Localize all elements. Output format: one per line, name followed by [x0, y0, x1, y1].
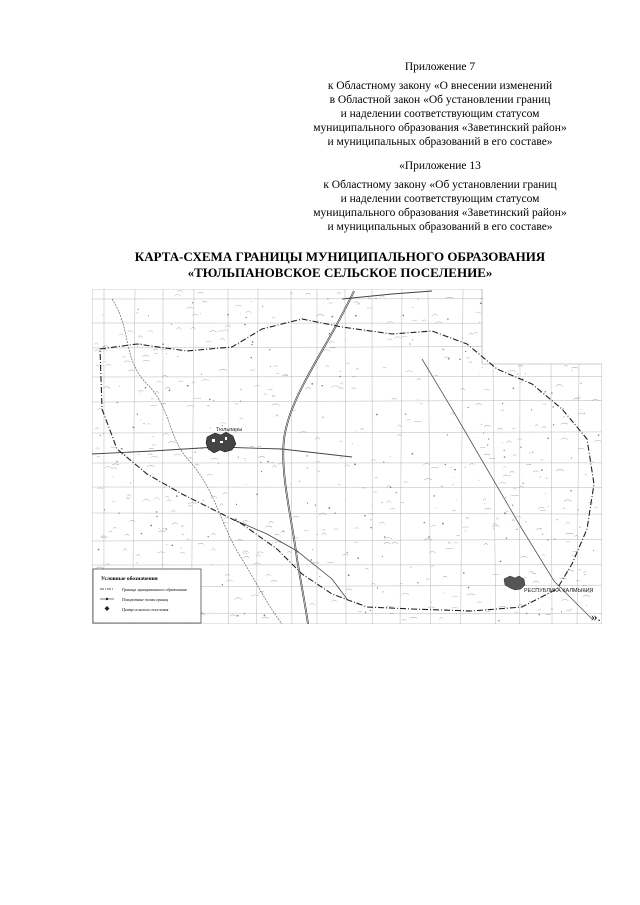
appendix-7-line: и наделении соответствующим статусом [340, 108, 540, 120]
appendix-13-block [270, 159, 610, 234]
appendix-7-line: в Областной закон «Об установлении границ [329, 94, 551, 106]
appendix-13-heading: «Приложение 13 [399, 160, 481, 172]
map-title-line-2: «ТЮЛЬПАНОВСКОЕ СЕЛЬСКОЕ ПОСЕЛЕНИЕ» [187, 265, 493, 280]
appendix-7-block [270, 60, 610, 149]
turning-point-icon [106, 598, 108, 600]
map-title [40, 249, 640, 281]
legend-title: Условные обозначения [101, 576, 158, 582]
appendix-7-heading: Приложение 7 [404, 61, 476, 73]
settlement-label: Тюльпаны [216, 427, 243, 433]
appendix-7-line: и муниципальных образований в его составе» [327, 136, 553, 148]
closing-quote: ». [591, 609, 601, 624]
boundary-map-drawing [92, 289, 602, 624]
district-label: РЕСПУБЛИКА КАЛМЫКИЯ [524, 588, 594, 594]
appendix-7-line: к Областному закону «О внесении изменений [327, 80, 553, 92]
appendix-13-line: к Областному закону «Об установлении границ [323, 179, 557, 191]
appendix-7-line: муниципального образования «Заветинский район» [313, 122, 567, 134]
appendix-13-line: и муниципальных образований в его составе» [327, 221, 553, 233]
legend-item: Центр сельского поселения [122, 607, 169, 612]
map-legend [93, 569, 201, 623]
appendix-13-line: и наделении соответствующим статусом [340, 193, 540, 205]
settlement-center-icon [206, 432, 236, 453]
appendix-13-line: муниципального образования «Заветинский район» [313, 207, 567, 219]
legend-item: Поворотные точки границ [122, 597, 169, 602]
map-title-line-1: КАРТА-СХЕМА ГРАНИЦЫ МУНИЦИПАЛЬНОГО ОБРАЗОВАНИЯ [134, 249, 546, 264]
boundary-map [92, 289, 602, 624]
legend-item: Граница муниципального образования [122, 587, 187, 592]
